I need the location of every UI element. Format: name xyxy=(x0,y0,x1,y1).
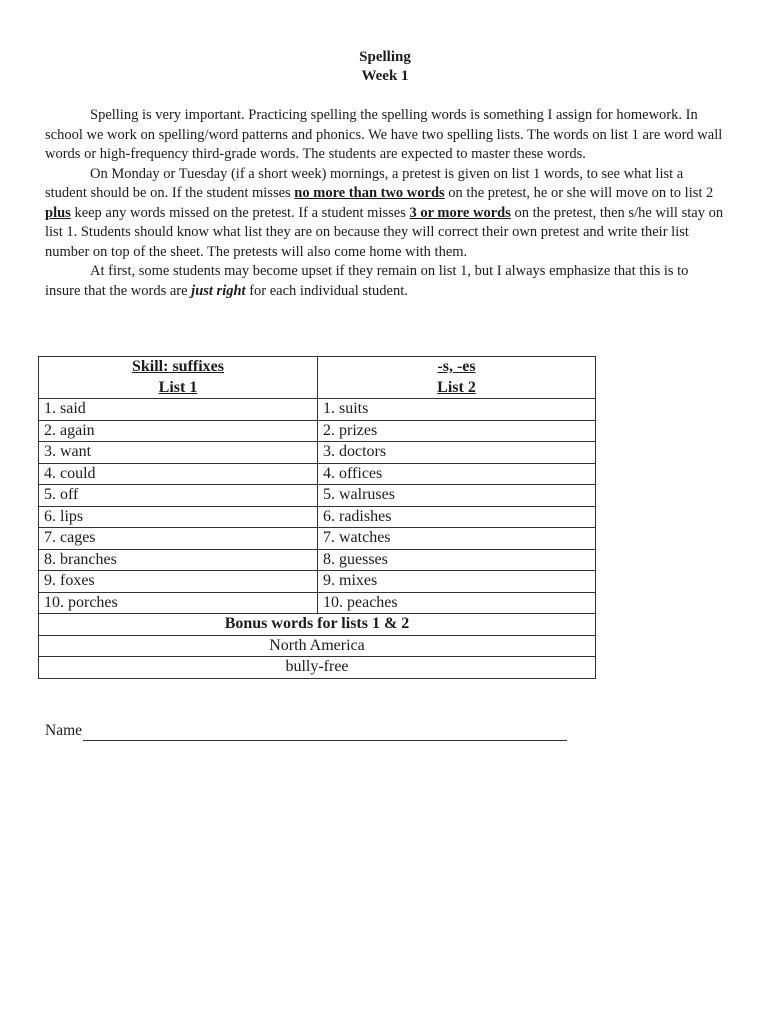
list1-word: 5. off xyxy=(39,485,318,507)
bonus-title-row xyxy=(39,614,596,636)
text-span: keep any words missed on the pretest. If a student misses xyxy=(70,204,410,221)
intro-paragraph-1: Spelling is very important. Practicing spelling the spelling words is something I assign for homework. In school we work on spelling/word patterns and phonics. We have two spelling lists. The words on list 1 are word wall words or high-frequency third-grade words. The students are expected to master these words. xyxy=(45,107,723,162)
table-row xyxy=(39,549,596,571)
bonus-word: North America xyxy=(39,635,596,657)
table-row xyxy=(39,420,596,442)
list2-word: 2. prizes xyxy=(318,420,596,442)
list1-word: 10. porches xyxy=(39,592,318,614)
list2-word: 9. mixes xyxy=(318,571,596,593)
list1-word: 1. said xyxy=(39,399,318,421)
table-row xyxy=(39,485,596,507)
list2-word: 10. peaches xyxy=(318,592,596,614)
name-field xyxy=(45,721,567,741)
table-row xyxy=(39,571,596,593)
emphasis-just-right: just right xyxy=(191,282,246,299)
list1-word: 9. foxes xyxy=(39,571,318,593)
skill-value: -s, -es xyxy=(318,357,596,378)
bonus-word: bully-free xyxy=(39,657,596,679)
table-row xyxy=(39,592,596,614)
document-subtitle: Week 1 xyxy=(361,68,409,84)
text-span: On Monday or Tuesday (if a short week) mornings, a pretest is given on list 1 words, to see what list a student should be on. If the student misses xyxy=(45,165,684,201)
spelling-lists-table xyxy=(38,356,596,679)
intro-text xyxy=(45,106,725,301)
intro-paragraph-2 xyxy=(45,165,725,263)
skill-label: Skill: suffixes xyxy=(39,357,318,378)
list1-word: 8. branches xyxy=(39,549,318,571)
list2-word: 7. watches xyxy=(318,528,596,550)
text-span: for each individual student. xyxy=(245,282,408,299)
text-span: on the pretest, then s/he will stay on list 1. Students should know what list they are on because they will correct their own pretest and write their list number on top of the sheet. The pretests will also come home with them. xyxy=(45,204,724,260)
table-row xyxy=(39,528,596,550)
bonus-word-row xyxy=(39,657,596,679)
table-row xyxy=(39,399,596,421)
list1-word: 4. could xyxy=(39,463,318,485)
emphasis-plus: plus xyxy=(45,204,71,221)
list1-word: 6. lips xyxy=(39,506,318,528)
list2-word: 3. doctors xyxy=(318,442,596,464)
emphasis-no-more-than-two: no more than two words xyxy=(294,185,445,201)
list2-word: 1. suits xyxy=(318,399,596,421)
list2-word: 6. radishes xyxy=(318,506,596,528)
list1-word: 7. cages xyxy=(39,528,318,550)
text-span: At first, some students may become upset if they remain on list 1, but I always emphasize that this is to insure that the words are xyxy=(45,263,689,299)
name-blank-line xyxy=(83,726,567,741)
list2-word: 4. offices xyxy=(318,463,596,485)
name-label: Name xyxy=(45,722,83,739)
list1-header: List 1 xyxy=(39,378,318,399)
document-title: Spelling xyxy=(359,49,411,65)
table-row xyxy=(39,442,596,464)
list1-word: 3. want xyxy=(39,442,318,464)
emphasis-three-or-more: 3 or more words xyxy=(409,204,511,221)
table-header-row xyxy=(39,357,596,378)
bonus-title: Bonus words for lists 1 & 2 xyxy=(39,614,596,636)
intro-paragraph-3 xyxy=(45,262,725,301)
list2-word: 5. walruses xyxy=(318,485,596,507)
bonus-word-row xyxy=(39,635,596,657)
list1-word: 2. again xyxy=(39,420,318,442)
table-header-row xyxy=(39,378,596,399)
text-span: on the pretest, he or she will move on to list 2 xyxy=(444,185,714,201)
list2-word: 8. guesses xyxy=(318,549,596,571)
list2-header: List 2 xyxy=(318,378,596,399)
table-row xyxy=(39,463,596,485)
table-row xyxy=(39,506,596,528)
